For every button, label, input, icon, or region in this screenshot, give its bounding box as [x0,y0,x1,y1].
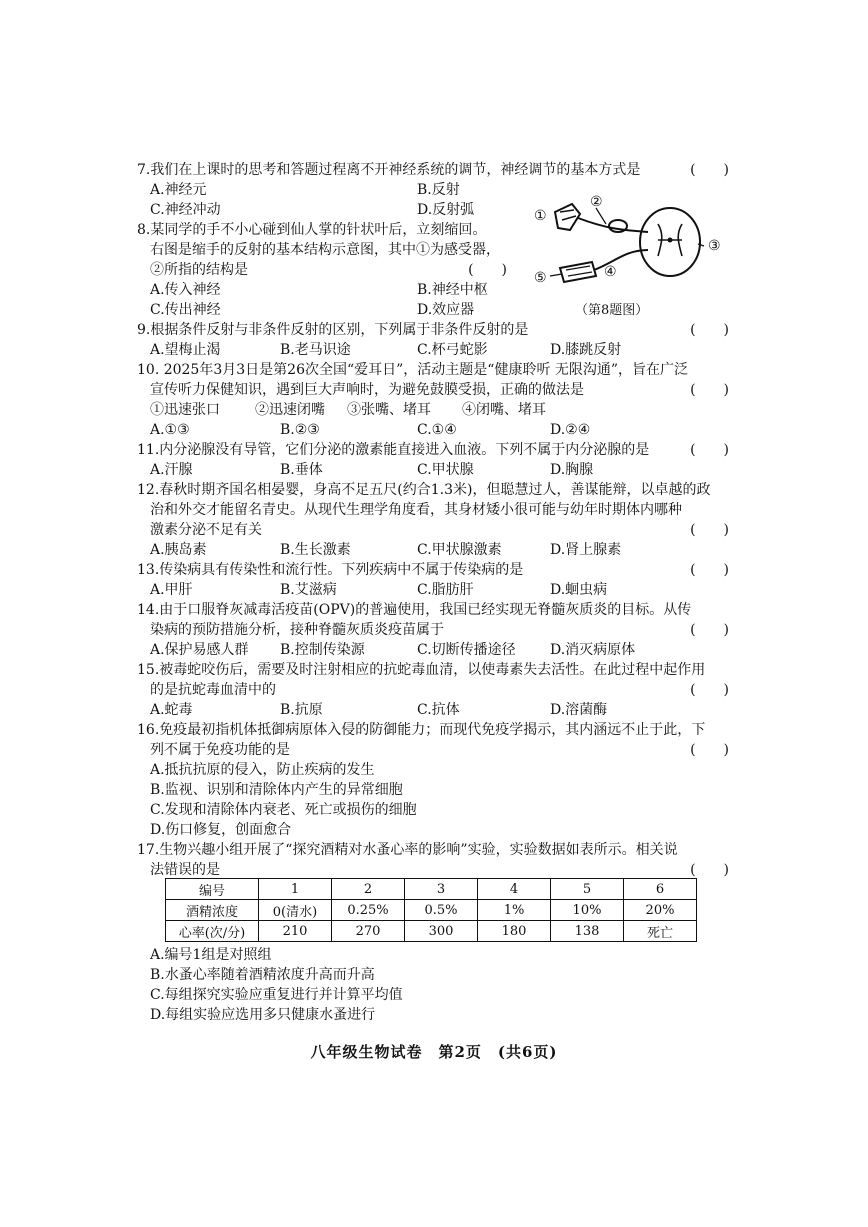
option-d: D.蛔虫病 [550,582,608,598]
question-16 [137,720,737,840]
option-b: B.抗原 [280,702,323,718]
option-b: B.②③ [280,422,320,438]
question-stem-line2: 右图是缩手的反射的基本结构示意图，其中①为感受器， [150,242,500,258]
table-cell: 心率(次/分) [166,921,259,942]
answer-paren: ( ) [690,682,729,698]
option-c: C.每组探究实验应重复进行并计算平均值 [150,987,403,1003]
question-17-options [137,945,737,1025]
table-cell: 5 [551,879,624,900]
table-cell: 2 [332,879,405,900]
question-stem-line1: 12.春秋时期齐国名相晏婴，身高不足五尺(约合1.3米)，但聪慧过人，善谋能辩，以卓越的政 [137,482,711,498]
answer-paren: ( ) [690,322,729,338]
option-b: B.控制传染源 [280,642,365,658]
figure-caption: （第8题图） [575,303,649,318]
option-c: C.切断传播途径 [417,642,516,658]
option-c: C.发现和清除体内衰老、死亡或损伤的细胞 [150,802,417,818]
question-stem-line2: 染病的预防措施分析，接种脊髓灰质炎疫苗属于 [150,622,444,638]
answer-paren: ( ) [690,862,729,878]
option-c: C.抗体 [417,702,460,718]
table-cell: 编号 [166,879,259,900]
option-d: D.肾上腺素 [550,542,622,558]
option-a: A.传入神经 [150,282,221,298]
table-row [166,879,697,900]
spinal-cord [640,208,700,276]
table-cell: 1 [259,879,332,900]
choice-1: ①迅速张口 [150,402,220,418]
page-footer: 八年级生物试卷 第2页 (共6页) [310,1043,558,1061]
option-b: B.神经中枢 [417,282,488,298]
option-d: D.②④ [550,422,591,438]
label-1: ① [534,208,547,224]
option-c: C.甲状腺 [417,462,474,478]
answer-paren: ( ) [468,262,507,278]
question-stem-line2: 的是抗蛇毒血清中的 [150,682,276,698]
option-c: C.杯弓蛇影 [417,342,488,358]
question-11 [137,440,737,480]
option-b: B.艾滋病 [280,582,337,598]
table-cell: 10% [551,900,624,921]
option-c: C.脂肪肝 [417,582,474,598]
option-b: B.垂体 [280,462,323,478]
question-9 [137,320,737,360]
option-a: A.胰岛素 [150,542,207,558]
table-cell: 0(清水) [259,900,332,921]
table-cell: 138 [551,921,624,942]
question-stem-line3: ②所指的结构是 [150,262,248,278]
question-stem-line2: 治和外交才能留名青史。从现代生理学角度看，其身材矮小很可能与幼年时期体内哪种 [150,502,682,518]
question-15 [137,660,737,720]
option-d: D.胸腺 [550,462,594,478]
option-d: D.溶菌酶 [550,702,608,718]
option-a: A.汗腺 [150,462,193,478]
ganglion [609,220,627,232]
option-c: C.传出神经 [150,302,221,318]
table-row [166,900,697,921]
answer-paren: ( ) [690,622,729,638]
answer-paren: ( ) [690,442,729,458]
receptor-shape [555,204,580,230]
question-14 [137,600,737,660]
label-3: ③ [708,238,721,254]
option-d: D.效应器 [417,302,475,318]
question-stem-line3: 激素分泌不足有关 [150,522,262,538]
option-c: C.甲状腺激素 [417,542,502,558]
option-d: D.消灭病原体 [550,642,636,658]
question-8 [137,220,537,320]
efferent-nerve [594,250,648,270]
option-b: B.生长激素 [280,542,351,558]
option-b: B.老马识途 [280,342,351,358]
option-b: B.水蚤心率随着酒精浓度升高而升高 [150,967,375,983]
option-c: C.神经冲动 [150,202,221,218]
question-stem-line1: 16.免疫最初指机体抵御病原体入侵的防御能力；而现代免疫学揭示，其内涵远不止于此，下 [137,722,706,738]
answer-paren: ( ) [690,382,729,398]
question-stem: 9.根据条件反射与非条件反射的区别，下列属于非条件反射的是 [137,322,529,338]
question-17 [137,840,737,880]
question-stem-line1: 10. 2025年3月3日是第26次全国“爱耳日”，活动主题是“健康聆听 无限沟通”，旨在广泛 [137,362,689,378]
question-stem: 11.内分泌腺没有导管，它们分泌的激素能直接进入血液。下列不属于内分泌腺的是 [137,442,650,458]
option-a: A.甲肝 [150,582,193,598]
table-cell: 死亡 [624,921,697,942]
question-13 [137,560,737,600]
option-d: D.反射弧 [417,202,475,218]
question-stem-line1: 17.生物兴趣小组开展了“探究酒精对水蚤心率的影响”实验，实验数据如表所示。相关说 [137,842,678,858]
option-b: B.监视、识别和清除体内产生的异常细胞 [150,782,403,798]
table-cell: 210 [259,921,332,942]
label-2: ② [590,194,603,210]
option-a: A.编号1组是对照组 [150,947,272,963]
table-row [166,921,697,942]
question-stem-line1: 8.某同学的手不小心碰到仙人掌的针状叶后，立刻缩回。 [137,222,487,238]
table-cell: 酒精浓度 [166,900,259,921]
option-d: D.膝跳反射 [550,342,622,358]
table-cell: 180 [478,921,551,942]
table-cell: 0.5% [405,900,478,921]
reflex-arc-diagram [530,190,730,320]
choice-4: ④闭嘴、堵耳 [462,402,546,418]
option-a: A.神经元 [150,182,207,198]
label-5: ⑤ [534,270,547,286]
option-d: D.伤口修复，创面愈合 [150,822,292,838]
effector-shape [560,262,596,282]
table-cell: 270 [332,921,405,942]
question-stem-line2: 列不属于免疫功能的是 [150,742,290,758]
table-cell: 4 [478,879,551,900]
question-stem-line2: 宣传听力保健知识，遇到巨大声响时，为避免鼓膜受损，正确的做法是 [150,382,584,398]
table-cell: 1% [478,900,551,921]
table-cell: 0.25% [332,900,405,921]
table-cell: 300 [405,921,478,942]
question-stem: 13.传染病具有传染性和流行性。下列疾病中不属于传染病的是 [137,562,524,578]
table-cell: 6 [624,879,697,900]
heart-rate-table [165,878,697,942]
answer-paren: ( ) [690,162,729,178]
option-a: A.①③ [150,422,190,438]
option-c: C.①④ [417,422,457,438]
option-a: A.望梅止渴 [150,342,221,358]
question-stem: 7.我们在上课时的思考和答题过程离不开神经系统的调节，神经调节的基本方式是 [137,162,641,178]
option-a: A.保护易感人群 [150,642,249,658]
answer-paren: ( ) [690,562,729,578]
option-d: D.每组实验应选用多只健康水蚤进行 [150,1007,376,1023]
question-12 [137,480,737,560]
option-b: B.反射 [417,182,460,198]
option-a: A.抵抗抗原的侵入，防止疾病的发生 [150,762,375,778]
question-stem-line1: 14.由于口服脊灰减毒活疫苗(OPV)的普遍使用，我国已经实现无脊髓灰质炎的目标。从传 [137,602,692,618]
question-10 [137,360,737,440]
answer-paren: ( ) [690,742,729,758]
choice-3: ③张嘴、堵耳 [347,402,431,418]
choice-2: ②迅速闭嘴 [255,402,325,418]
table-cell: 3 [405,879,478,900]
table-cell: 20% [624,900,697,921]
answer-paren: ( ) [690,522,729,538]
label-4: ④ [604,264,617,280]
question-stem-line2: 法错误的是 [150,862,220,878]
option-a: A.蛇毒 [150,702,193,718]
question-stem-line1: 15.被毒蛇咬伤后，需要及时注射相应的抗蛇毒血清，以使毒素失去活性。在此过程中起作用 [137,662,706,678]
reflex-arc-figure [530,190,730,320]
